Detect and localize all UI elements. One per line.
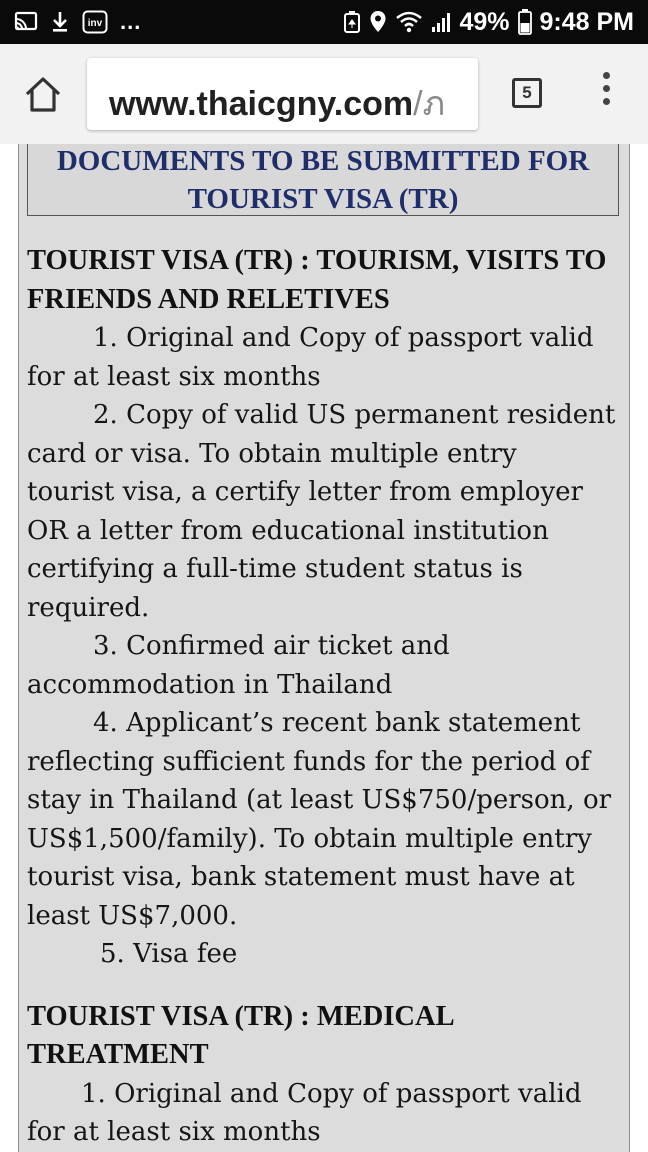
web-page xyxy=(0,144,648,1152)
list-item-text: 5. Visa fee xyxy=(100,939,238,969)
home-button[interactable] xyxy=(22,74,64,116)
battery-icon xyxy=(518,9,532,35)
home-icon xyxy=(22,74,64,116)
tab-switcher-button[interactable]: 5 xyxy=(512,78,542,108)
list-item-text: 1. Original and Copy of passport valid xyxy=(81,1078,582,1109)
list-item-text: OR a letter from educational institution xyxy=(27,515,549,546)
page-title xyxy=(27,144,619,216)
list-item-text: required. xyxy=(27,592,150,623)
location-icon xyxy=(369,10,387,34)
browser-toolbar xyxy=(0,44,648,144)
url-domain: www.thaicgny.com xyxy=(109,85,414,123)
list-item-text: reflecting sufficient funds for the period of xyxy=(27,746,590,777)
list-item xyxy=(27,319,627,358)
list-item-text: tourist visa, a certify letter from employer xyxy=(27,477,583,507)
status-bar xyxy=(0,0,648,44)
inv-app-icon xyxy=(82,10,108,34)
section-heading: TOURIST VISA (TR) : MEDICAL xyxy=(27,1000,455,1032)
list-item-text: accommodation in Thailand xyxy=(27,669,393,700)
url-fade xyxy=(452,58,478,130)
download-icon xyxy=(50,10,70,34)
list-item xyxy=(27,704,627,743)
list-item-text: least US$7,000. xyxy=(27,900,238,931)
battery-percent: 49% xyxy=(459,7,510,36)
url-text xyxy=(109,76,445,130)
section-heading: FRIENDS AND RELETIVES xyxy=(27,283,390,315)
screen-cast-icon xyxy=(14,11,38,33)
status-bar-notifications xyxy=(14,8,141,36)
page-title-line: TOURIST VISA (TR) xyxy=(187,183,459,215)
list-item-text: for at least six months xyxy=(27,361,321,392)
list-item-text: 3. Confirmed air ticket and xyxy=(93,631,450,661)
section-heading: TOURIST VISA (TR) : TOURISM, VISITS TO xyxy=(27,245,607,276)
list-item xyxy=(27,627,627,666)
url-path: /ภ xyxy=(413,85,446,123)
more-notifications: ... xyxy=(120,9,142,34)
list-item-text: US$1,500/family). To obtain multiple entry xyxy=(27,823,592,854)
signal-icon xyxy=(431,10,451,34)
inv-app-label: inv xyxy=(87,18,103,29)
list-item-text: tourist visa, bank statement must have at xyxy=(27,862,575,892)
list-item-text: for at least six months xyxy=(27,1117,321,1147)
battery-saver-icon xyxy=(343,10,361,34)
list-item-text: certifying a full-time student status is xyxy=(27,554,523,584)
clock-time: 9:48 PM xyxy=(539,7,634,36)
visa-requirements xyxy=(27,242,627,1152)
wifi-icon xyxy=(395,10,423,34)
page-title-line: DOCUMENTS TO BE SUBMITTED FOR xyxy=(56,145,590,177)
list-item-text: card or visa. To obtain multiple entry xyxy=(27,438,517,469)
list-item xyxy=(27,1075,627,1114)
list-item-text: 1. Original and Copy of passport valid xyxy=(93,323,594,353)
list-item-text: stay in Thailand (at least US$750/person, or xyxy=(27,785,612,815)
list-item-text: 4. Applicant’s recent bank statement xyxy=(93,708,581,738)
address-bar[interactable] xyxy=(87,58,478,130)
list-item xyxy=(27,396,627,435)
list-item xyxy=(27,935,627,974)
overflow-menu-icon[interactable] xyxy=(596,72,616,114)
list-item-text: 2. Copy of valid US permanent resident xyxy=(93,400,616,430)
status-bar-system xyxy=(343,6,634,38)
section-spacer xyxy=(27,974,627,998)
section-heading: TREATMENT xyxy=(27,1039,209,1070)
